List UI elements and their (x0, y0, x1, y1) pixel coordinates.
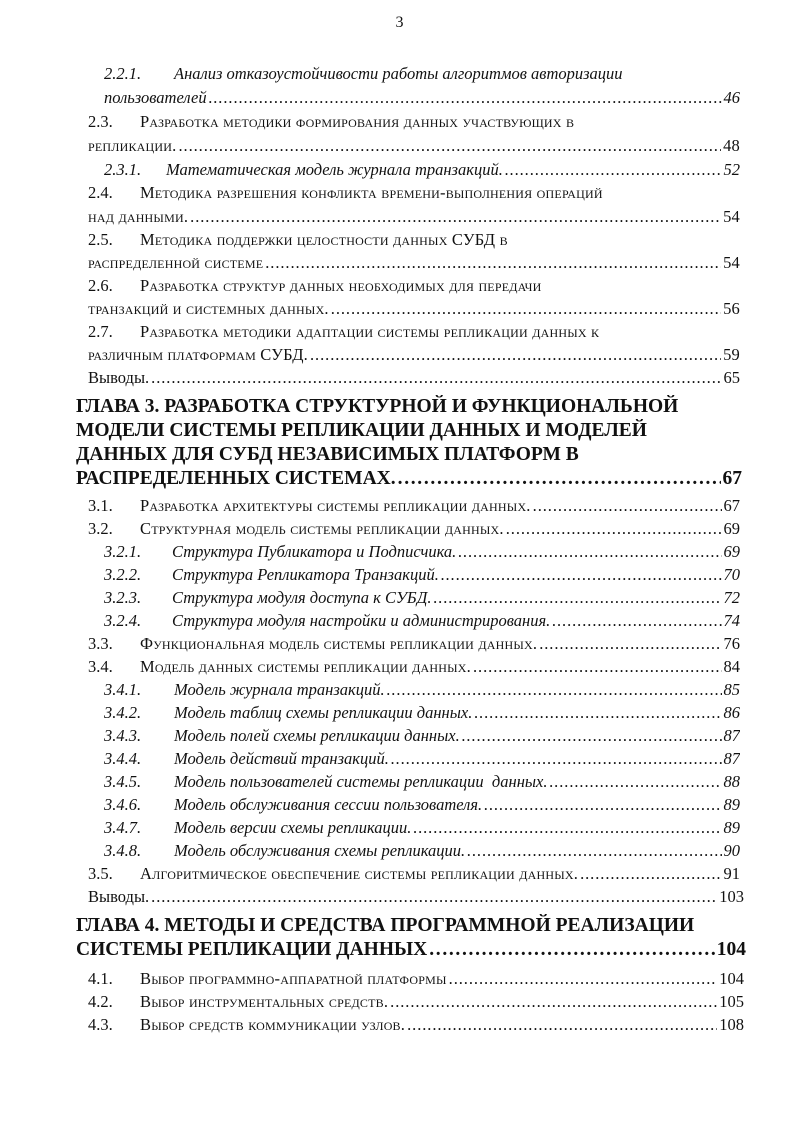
chapter-4-title-line-1[interactable] (76, 914, 756, 938)
leader-dots (505, 160, 722, 180)
entry-page: 54 (723, 207, 740, 226)
leader-dots (462, 726, 722, 746)
entry-title: Разработка методики адаптации системы репликации данных к (140, 322, 600, 341)
chapter-4-title-cont: СИСТЕМЫ РЕПЛИКАЦИИ ДАННЫХ (76, 939, 428, 960)
entry-number: 4.3. (88, 1015, 113, 1034)
leader-dots (533, 496, 722, 516)
entry-title: Модель пользователей системы репликации данных. (174, 772, 548, 791)
entry-number: 4.1. (88, 969, 113, 988)
leader-dots (539, 634, 721, 654)
leader-dots (449, 969, 718, 989)
entry-title: Модель журнала транзакций. (174, 680, 385, 699)
entry-page: 67 (723, 496, 740, 515)
toc-entry-2-5-cont[interactable] (88, 253, 740, 273)
entry-title: Модель обслуживания схемы репликации. (174, 841, 466, 860)
toc-entry-4-1[interactable] (88, 969, 744, 989)
chapter-3-title-line-1[interactable] (76, 395, 756, 419)
entry-title: Модель обслуживания сессии пользователя. (174, 795, 483, 814)
entry-page: 85 (723, 680, 740, 699)
toc-entry-2-3[interactable] (88, 112, 748, 132)
toc-entry-conclusions-3[interactable] (88, 887, 744, 907)
entry-number: 2.3. (88, 112, 113, 131)
leader-dots (178, 136, 721, 156)
toc-entry-3-4-8[interactable] (104, 841, 740, 861)
entry-page: 104 (719, 969, 744, 988)
entry-title: Структура модуля доступа к СУБД. (172, 588, 432, 607)
entry-title-cont: над данными. (88, 207, 189, 226)
entry-page: 59 (723, 345, 740, 364)
page-number: 3 (395, 14, 404, 31)
entry-number: 3.4.4. (104, 749, 142, 768)
entry-number: 3.4.8. (104, 841, 142, 860)
leader-dots (458, 542, 721, 562)
entry-number: 3.2.1. (104, 542, 142, 561)
toc-entry-2-3-1[interactable] (104, 160, 740, 180)
leader-dots (398, 467, 721, 491)
leader-dots (390, 992, 717, 1012)
chapter-3-title-cont: РАСПРЕДЕЛЕННЫХ СИСТЕМАХ. (76, 468, 396, 489)
entry-number: 4.2. (88, 992, 113, 1011)
toc-entry-4-2[interactable] (88, 992, 744, 1012)
toc-entry-3-2[interactable] (88, 519, 740, 539)
entry-number: 3.4.6. (104, 795, 142, 814)
leader-dots (580, 864, 721, 884)
entry-page: 89 (723, 795, 740, 814)
entry-title: Модель данных системы репликации данных. (140, 657, 471, 676)
leader-dots (310, 345, 721, 365)
entry-number: 2.7. (88, 322, 113, 341)
leader-dots (474, 703, 721, 723)
entry-page: 86 (723, 703, 740, 722)
entry-page: 69 (723, 542, 740, 561)
entry-page: 105 (719, 992, 744, 1011)
entry-number: 3.1. (88, 496, 113, 515)
entry-title-cont: распределенной системе (88, 253, 264, 272)
entry-title: Математическая модель журнала транзакций. (166, 160, 503, 179)
toc-entry-3-4-2[interactable] (104, 703, 740, 723)
toc-entry-3-4-5[interactable] (104, 772, 740, 792)
entry-title: Выводы. (88, 887, 150, 906)
leader-dots (429, 938, 715, 962)
leader-dots (484, 795, 721, 815)
leader-dots (467, 841, 721, 861)
toc-entry-2-7-cont[interactable] (88, 345, 740, 365)
entry-page: 87 (723, 726, 740, 745)
entry-title-cont: различным платформам СУБД. (88, 345, 308, 364)
leader-dots (190, 207, 721, 227)
chapter-3-title-cont: ДАННЫХ ДЛЯ СУБД НЕЗАВИСИМЫХ ПЛАТФОРМ В (76, 444, 579, 465)
toc-entry-2-4-cont[interactable] (88, 207, 740, 227)
entry-title: Анализ отказоустойчивости работы алгоритмов авторизации (174, 64, 623, 83)
entry-title: Разработка структур данных необходимых для передачи (140, 276, 542, 295)
entry-page: 89 (723, 818, 740, 837)
toc-entry-2-7[interactable] (88, 322, 748, 342)
toc-entry-3-4-1[interactable] (104, 680, 740, 700)
toc-entry-3-1[interactable] (88, 496, 740, 516)
chapter-3-title-line-3 (76, 443, 756, 467)
leader-dots (391, 749, 722, 769)
leader-dots (552, 611, 721, 631)
entry-page: 69 (723, 519, 740, 538)
entry-number: 2.5. (88, 230, 113, 249)
entry-title: Функциональная модель системы репликации данных. (140, 634, 538, 653)
chapter-3-title-cont: МОДЕЛИ СИСТЕМЫ РЕПЛИКАЦИИ ДАННЫХ И МОДЕЛЕЙ (76, 420, 647, 441)
entry-page: 65 (723, 368, 740, 387)
entry-number: 2.2.1. (104, 64, 142, 83)
entry-page: 91 (723, 864, 740, 883)
entry-page: 84 (723, 657, 740, 676)
chapter-4-title-line-2[interactable] (76, 938, 746, 962)
entry-page: 88 (723, 772, 740, 791)
toc-entry-3-3[interactable] (88, 634, 740, 654)
toc-entry-3-2-2[interactable] (104, 565, 740, 585)
entry-number: 3.2. (88, 519, 113, 538)
entry-page: 103 (719, 887, 744, 906)
leader-dots (413, 818, 721, 838)
toc-entry-3-4-3[interactable] (104, 726, 740, 746)
entry-page: 46 (723, 88, 740, 107)
toc-entry-3-4[interactable] (88, 657, 740, 677)
entry-page: 108 (719, 1015, 744, 1034)
entry-number: 3.4.5. (104, 772, 142, 791)
entry-number: 2.4. (88, 183, 113, 202)
chapter-3-page: 67 (722, 468, 742, 489)
entry-number: 3.4.2. (104, 703, 142, 722)
entry-number: 3.2.4. (104, 611, 142, 630)
entry-page: 76 (723, 634, 740, 653)
entry-page: 70 (723, 565, 740, 584)
entry-title: Модель действий транзакций. (174, 749, 389, 768)
leader-dots (441, 565, 722, 585)
leader-dots (151, 368, 721, 388)
leader-dots (433, 588, 721, 608)
entry-number: 3.5. (88, 864, 113, 883)
leader-dots (473, 657, 722, 677)
entry-title: Модель полей схемы репликации данных. (174, 726, 460, 745)
entry-number: 3.3. (88, 634, 113, 653)
entry-page: 48 (723, 136, 740, 155)
toc-entry-2-6-cont[interactable] (88, 299, 740, 319)
entry-page: 74 (723, 611, 740, 630)
leader-dots (506, 519, 722, 539)
toc-entry-3-4-6[interactable] (104, 795, 740, 815)
entry-title-cont: репликации. (88, 136, 177, 155)
entry-number: 2.6. (88, 276, 113, 295)
entry-page: 52 (723, 160, 740, 179)
toc-entry-3-2-4[interactable] (104, 611, 740, 631)
toc-entry-2-2-1[interactable] (104, 64, 744, 84)
toc-entry-conclusions-2[interactable] (88, 368, 740, 388)
entry-title: Разработка архитектуры системы репликации данных. (140, 496, 531, 515)
entry-title: Структурная модель системы репликации данных. (140, 519, 504, 538)
entry-title: Выбор средств коммуникации узлов. (140, 1015, 406, 1034)
entry-page: 54 (723, 253, 740, 272)
toc-entry-2-3-cont[interactable] (88, 136, 740, 156)
chapter-3-title-line-2 (76, 419, 756, 443)
toc-entry-3-5[interactable] (88, 864, 740, 884)
entry-title: Структура Репликатора Транзакций. (172, 565, 439, 584)
entry-number: 3.2.2. (104, 565, 142, 584)
entry-title: Выводы. (88, 368, 150, 387)
toc-entry-3-2-1[interactable] (104, 542, 740, 562)
toc-entry-3-4-7[interactable] (104, 818, 740, 838)
entry-title: Структура Публикатора и Подписчика. (172, 542, 457, 561)
leader-dots (407, 1015, 717, 1035)
leader-dots (331, 299, 721, 319)
entry-number: 3.4.7. (104, 818, 142, 837)
entry-title: Методика поддержки целостности данных СУБД в (140, 230, 508, 249)
entry-title: Алгоритмическое обеспечение системы репликации данных. (140, 864, 579, 883)
leader-dots (387, 680, 722, 700)
entry-page: 90 (723, 841, 740, 860)
entry-title: Структура модуля настройки и администрирования. (172, 611, 551, 630)
toc-entry-2-5[interactable] (88, 230, 748, 250)
toc-entry-2-6[interactable] (88, 276, 748, 296)
chapter-3-title: ГЛАВА 3. РАЗРАБОТКА СТРУКТУРНОЙ И ФУНКЦИОНАЛЬНОЙ (76, 396, 679, 417)
entry-title: Модель версии схемы репликации. (174, 818, 412, 837)
entry-title: Методика разрешения конфликта времени-выполнения операций (140, 183, 603, 202)
toc-entry-3-2-3[interactable] (104, 588, 740, 608)
entry-title: Разработка методики формирования данных участвующих в (140, 112, 575, 131)
leader-dots (209, 88, 722, 108)
entry-page: 56 (723, 299, 740, 318)
chapter-4-page: 104 (716, 939, 746, 960)
entry-title: Модель таблиц схемы репликации данных. (174, 703, 473, 722)
entry-number: 3.2.3. (104, 588, 142, 607)
entry-page: 72 (723, 588, 740, 607)
toc-entry-3-4-4[interactable] (104, 749, 740, 769)
leader-dots (151, 887, 717, 907)
entry-number: 2.3.1. (104, 160, 142, 179)
chapter-4-title: ГЛАВА 4. МЕТОДЫ И СРЕДСТВА ПРОГРАММНОЙ РЕАЛИЗАЦИИ (76, 915, 695, 936)
chapter-3-title-line-4[interactable] (76, 467, 742, 491)
entry-number: 3.4.3. (104, 726, 142, 745)
entry-number: 3.4. (88, 657, 113, 676)
toc-entry-2-4[interactable] (88, 183, 748, 203)
leader-dots (265, 253, 721, 273)
toc-entry-2-2-1-cont[interactable] (104, 88, 740, 108)
entry-page: 87 (723, 749, 740, 768)
entry-number: 3.4.1. (104, 680, 142, 699)
entry-title-cont: пользователей (104, 88, 207, 107)
toc-entry-4-3[interactable] (88, 1015, 744, 1035)
entry-title-cont: транзакций и системных данных. (88, 299, 329, 318)
entry-title: Выбор программно-аппаратной платформы (140, 969, 447, 988)
leader-dots (550, 772, 722, 792)
entry-title: Выбор инструментальных средств. (140, 992, 389, 1011)
